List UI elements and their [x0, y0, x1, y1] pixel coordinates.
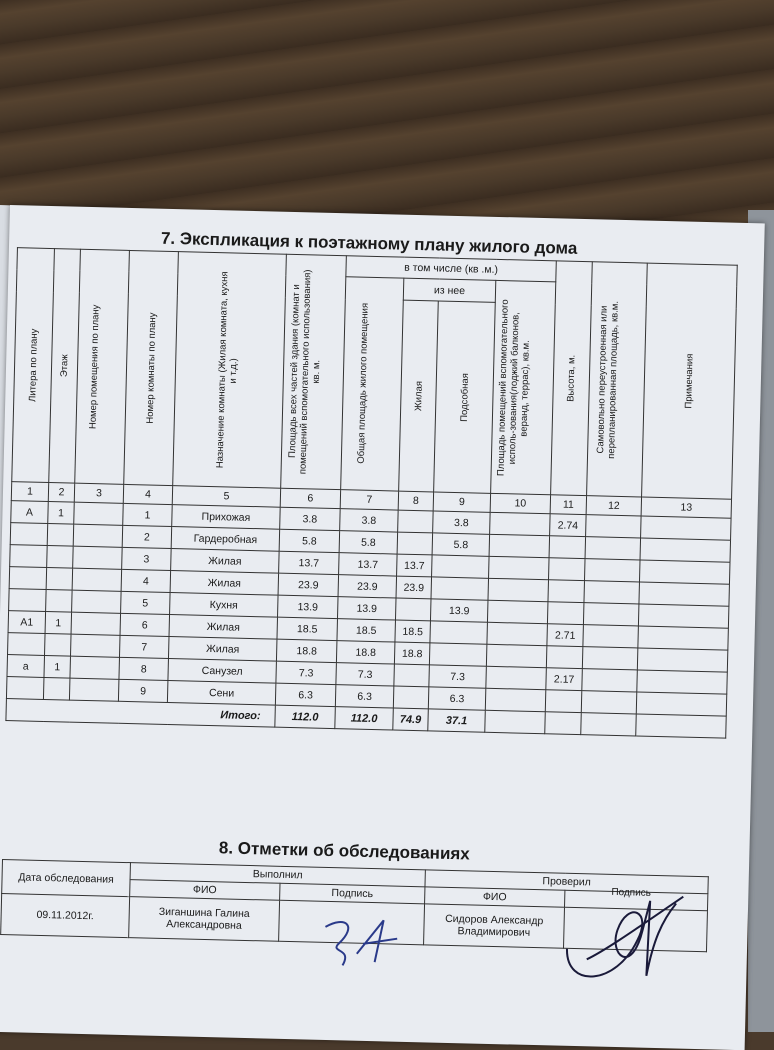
cell-prim — [636, 692, 727, 716]
cell-vsego: 18.5 — [277, 617, 338, 640]
cell-prim — [639, 582, 730, 606]
checked-fio-label: ФИО — [425, 887, 565, 907]
col-num: 2 — [48, 483, 74, 503]
cell-vys: 2.74 — [550, 514, 587, 537]
cell-vys — [545, 690, 582, 713]
cell-zhil — [394, 664, 430, 687]
performed-header: Выполнил — [130, 863, 425, 887]
cell-zhil: 23.9 — [396, 576, 432, 599]
cell-vsp — [487, 622, 548, 645]
cell-zhil: 13.7 — [397, 554, 433, 577]
cell-naz: Санузел — [168, 659, 277, 684]
checked-header: Проверил — [425, 870, 708, 894]
header-podsobnaya: Подсобная — [434, 301, 496, 493]
cell-litera: а — [7, 655, 45, 678]
cell-pods: 13.9 — [430, 599, 488, 622]
cell-pom — [69, 678, 119, 701]
cell-zhil — [397, 532, 433, 555]
cell-vsp — [486, 644, 547, 667]
cell-sam — [583, 603, 639, 626]
explication-table — [5, 247, 737, 738]
cell-vys — [549, 536, 586, 559]
cell-naz: Прихожая — [172, 505, 281, 530]
cell-vsego: 13.9 — [278, 595, 339, 618]
cell-vsego: 6.3 — [275, 683, 336, 706]
date-header: Дата обследования — [2, 860, 131, 897]
cell-vsp — [489, 534, 550, 557]
cell-litera — [9, 589, 47, 612]
cell-obsh: 13.9 — [337, 597, 396, 620]
cell-etazh — [47, 524, 74, 547]
header-v-tom-chisle: в том числе (кв .м.) — [346, 256, 556, 282]
cell-pods: 6.3 — [428, 687, 486, 710]
col-num: 12 — [586, 496, 641, 516]
cell-etazh: 1 — [44, 655, 71, 678]
cell-komn: 4 — [121, 569, 171, 592]
cell-vsego: 3.8 — [280, 507, 341, 530]
cell-sam — [582, 647, 638, 670]
cell-vsego: 7.3 — [276, 661, 337, 684]
cell-pom — [70, 634, 120, 657]
cell-zhil — [395, 598, 431, 621]
cell-komn: 1 — [123, 503, 173, 526]
cell-vsp — [485, 688, 546, 711]
signature-performed-icon — [316, 913, 407, 975]
total-label: Итого: — [6, 699, 275, 728]
cell-pom — [70, 656, 120, 679]
cell-komn: 7 — [119, 635, 169, 658]
checked-signature-label-overlay: Подпись — [611, 886, 652, 899]
cell-etazh — [46, 589, 73, 612]
total-obshchaya: 112.0 — [335, 707, 394, 730]
cell-zhil — [398, 510, 434, 533]
empty-cell — [485, 710, 546, 733]
cell-etazh — [46, 568, 73, 591]
cell-litera — [8, 633, 46, 656]
cell-vsp — [488, 578, 549, 601]
cell-pods: 3.8 — [433, 511, 491, 534]
cell-sam — [582, 669, 638, 692]
cell-komn: 6 — [120, 613, 170, 636]
header-iz-nee: из нее — [403, 278, 496, 302]
cell-naz: Кухня — [170, 593, 279, 618]
cell-pods — [429, 643, 487, 666]
cell-vys: 2.17 — [546, 668, 583, 691]
total-zhilaya: 74.9 — [393, 708, 429, 731]
cell-prim — [638, 626, 729, 650]
survey-date: 09.11.2012г. — [1, 894, 130, 938]
header-zhilaya: Жилая — [399, 300, 439, 492]
empty-cell — [545, 712, 582, 735]
cell-vsp — [490, 512, 551, 535]
cell-vsego: 5.8 — [279, 529, 340, 552]
cell-obsh: 18.8 — [336, 641, 395, 664]
header-vspomogatelnaya: Площадь помещений вспомогательного исполь-зования(лоджий балконов, веранд, террас), кв.м. — [491, 280, 556, 494]
cell-naz: Гардеробная — [171, 527, 280, 552]
cell-pom — [72, 590, 122, 613]
cell-komn: 5 — [121, 591, 171, 614]
cell-obsh: 18.5 — [337, 619, 396, 642]
cell-obsh: 7.3 — [336, 663, 395, 686]
cell-prim — [640, 560, 731, 584]
cell-vsego: 18.8 — [276, 639, 337, 662]
header-primechaniya: Примечания — [642, 263, 738, 499]
cell-vsp — [486, 666, 547, 689]
cell-vsp — [487, 600, 548, 623]
cell-vys: 2.71 — [547, 624, 584, 647]
cell-obsh: 3.8 — [340, 509, 399, 532]
header-ploshchad-vsekh: Площадь всех частей здания (комнат и помещений вспомогательного использования) кв. м. — [281, 254, 347, 489]
cell-naz: Жилая — [171, 549, 280, 574]
col-num: 1 — [11, 482, 48, 502]
cell-pods — [431, 577, 489, 600]
explication-rows — [6, 501, 731, 717]
performed-fio-label: ФИО — [130, 880, 280, 901]
header-vysota: Высота, м. — [551, 261, 593, 496]
cell-sam — [585, 559, 641, 582]
cell-litera — [6, 677, 44, 700]
cell-etazh: 1 — [45, 611, 72, 634]
col-num: 8 — [398, 491, 433, 511]
cell-komn: 2 — [122, 525, 172, 548]
cell-komn: 8 — [119, 657, 169, 680]
cell-prim — [637, 648, 728, 672]
cell-zhil: 18.5 — [395, 620, 431, 643]
header-naznachenie: Назначение комнаты (Жилая комната, кухня и т.д.) — [173, 252, 287, 489]
total-vsego: 112.0 — [275, 705, 336, 728]
section7-title: 7. Экспликация к поэтажному плану жилого дома — [160, 228, 578, 258]
cell-etazh: 1 — [48, 502, 75, 525]
cell-naz: Жилая — [170, 571, 279, 596]
cell-pods — [432, 555, 490, 578]
cell-sam — [583, 625, 639, 648]
cell-naz: Жилая — [169, 615, 278, 640]
cell-vsego: 23.9 — [278, 573, 339, 596]
cell-pods: 7.3 — [429, 665, 487, 688]
cell-pom — [73, 546, 123, 569]
cell-sam — [586, 515, 642, 538]
col-num: 11 — [550, 495, 586, 515]
cell-zhil — [393, 686, 429, 709]
cell-komn: 9 — [118, 679, 168, 702]
cell-obsh: 13.7 — [339, 553, 398, 576]
empty-cell — [581, 713, 637, 736]
section8-title: 8. Отметки об обследованиях — [218, 838, 470, 864]
cell-obsh: 5.8 — [339, 531, 398, 554]
cell-prim — [641, 516, 732, 540]
cell-pods — [430, 621, 488, 644]
cell-pods: 5.8 — [432, 533, 490, 556]
cell-etazh — [43, 677, 70, 700]
col-num: 9 — [433, 492, 490, 512]
cell-etazh — [47, 546, 74, 569]
cell-naz: Сени — [167, 681, 276, 706]
cell-litera — [9, 567, 47, 590]
cell-zhil: 18.8 — [394, 642, 430, 665]
cell-obsh: 23.9 — [338, 575, 397, 598]
cell-prim — [640, 538, 731, 562]
cell-vys — [547, 602, 584, 625]
cell-etazh — [45, 633, 72, 656]
cell-sam — [584, 581, 640, 604]
cell-vsp — [489, 556, 550, 579]
document-page — [0, 205, 765, 1050]
cell-obsh: 6.3 — [335, 685, 394, 708]
cell-sam — [581, 691, 637, 714]
col-num: 3 — [74, 483, 123, 503]
header-nomer-pomeshcheniya: Номер помещения по плану — [75, 249, 130, 484]
empty-cell — [636, 714, 727, 738]
header-etazh: Этаж — [49, 249, 81, 484]
cell-vys — [548, 580, 585, 603]
performed-fio: Зиганшина Галина Александровна — [129, 897, 280, 942]
cell-litera: А — [11, 501, 49, 524]
cell-vsego: 13.7 — [279, 551, 340, 574]
signature-checked-icon — [556, 879, 689, 1002]
checked-fio: Сидоров Александр Владимирович — [424, 904, 565, 948]
cell-litera — [10, 545, 48, 568]
header-samovolno: Самовольно переустроенная или перепланированная площадь, кв.м. — [587, 262, 648, 497]
cell-pom — [71, 612, 121, 635]
cell-pom — [73, 524, 123, 547]
total-podsobnaya: 37.1 — [428, 709, 486, 732]
col-num: 10 — [490, 493, 550, 513]
col-num: 4 — [123, 484, 172, 504]
cell-pom — [74, 502, 124, 525]
cell-vys — [549, 558, 586, 581]
cell-komn: 3 — [122, 547, 172, 570]
col-num: 6 — [280, 488, 340, 508]
col-num: 5 — [172, 486, 280, 508]
cell-naz: Жилая — [168, 637, 277, 662]
header-nomer-komnaty: Номер комнаты по плану — [124, 250, 179, 485]
cell-litera — [10, 523, 48, 546]
cell-prim — [638, 604, 729, 628]
cell-vys — [546, 646, 583, 669]
cell-prim — [637, 670, 728, 694]
col-num: 13 — [641, 497, 731, 518]
cell-pom — [72, 568, 122, 591]
performed-signature-label: Подпись — [280, 883, 425, 904]
header-litera: Литера по плану — [12, 248, 55, 483]
header-obshchaya: Общая площадь жилого помещения — [341, 277, 404, 491]
cell-sam — [585, 537, 641, 560]
cell-litera: А1 — [8, 611, 46, 634]
col-num: 7 — [340, 490, 398, 510]
